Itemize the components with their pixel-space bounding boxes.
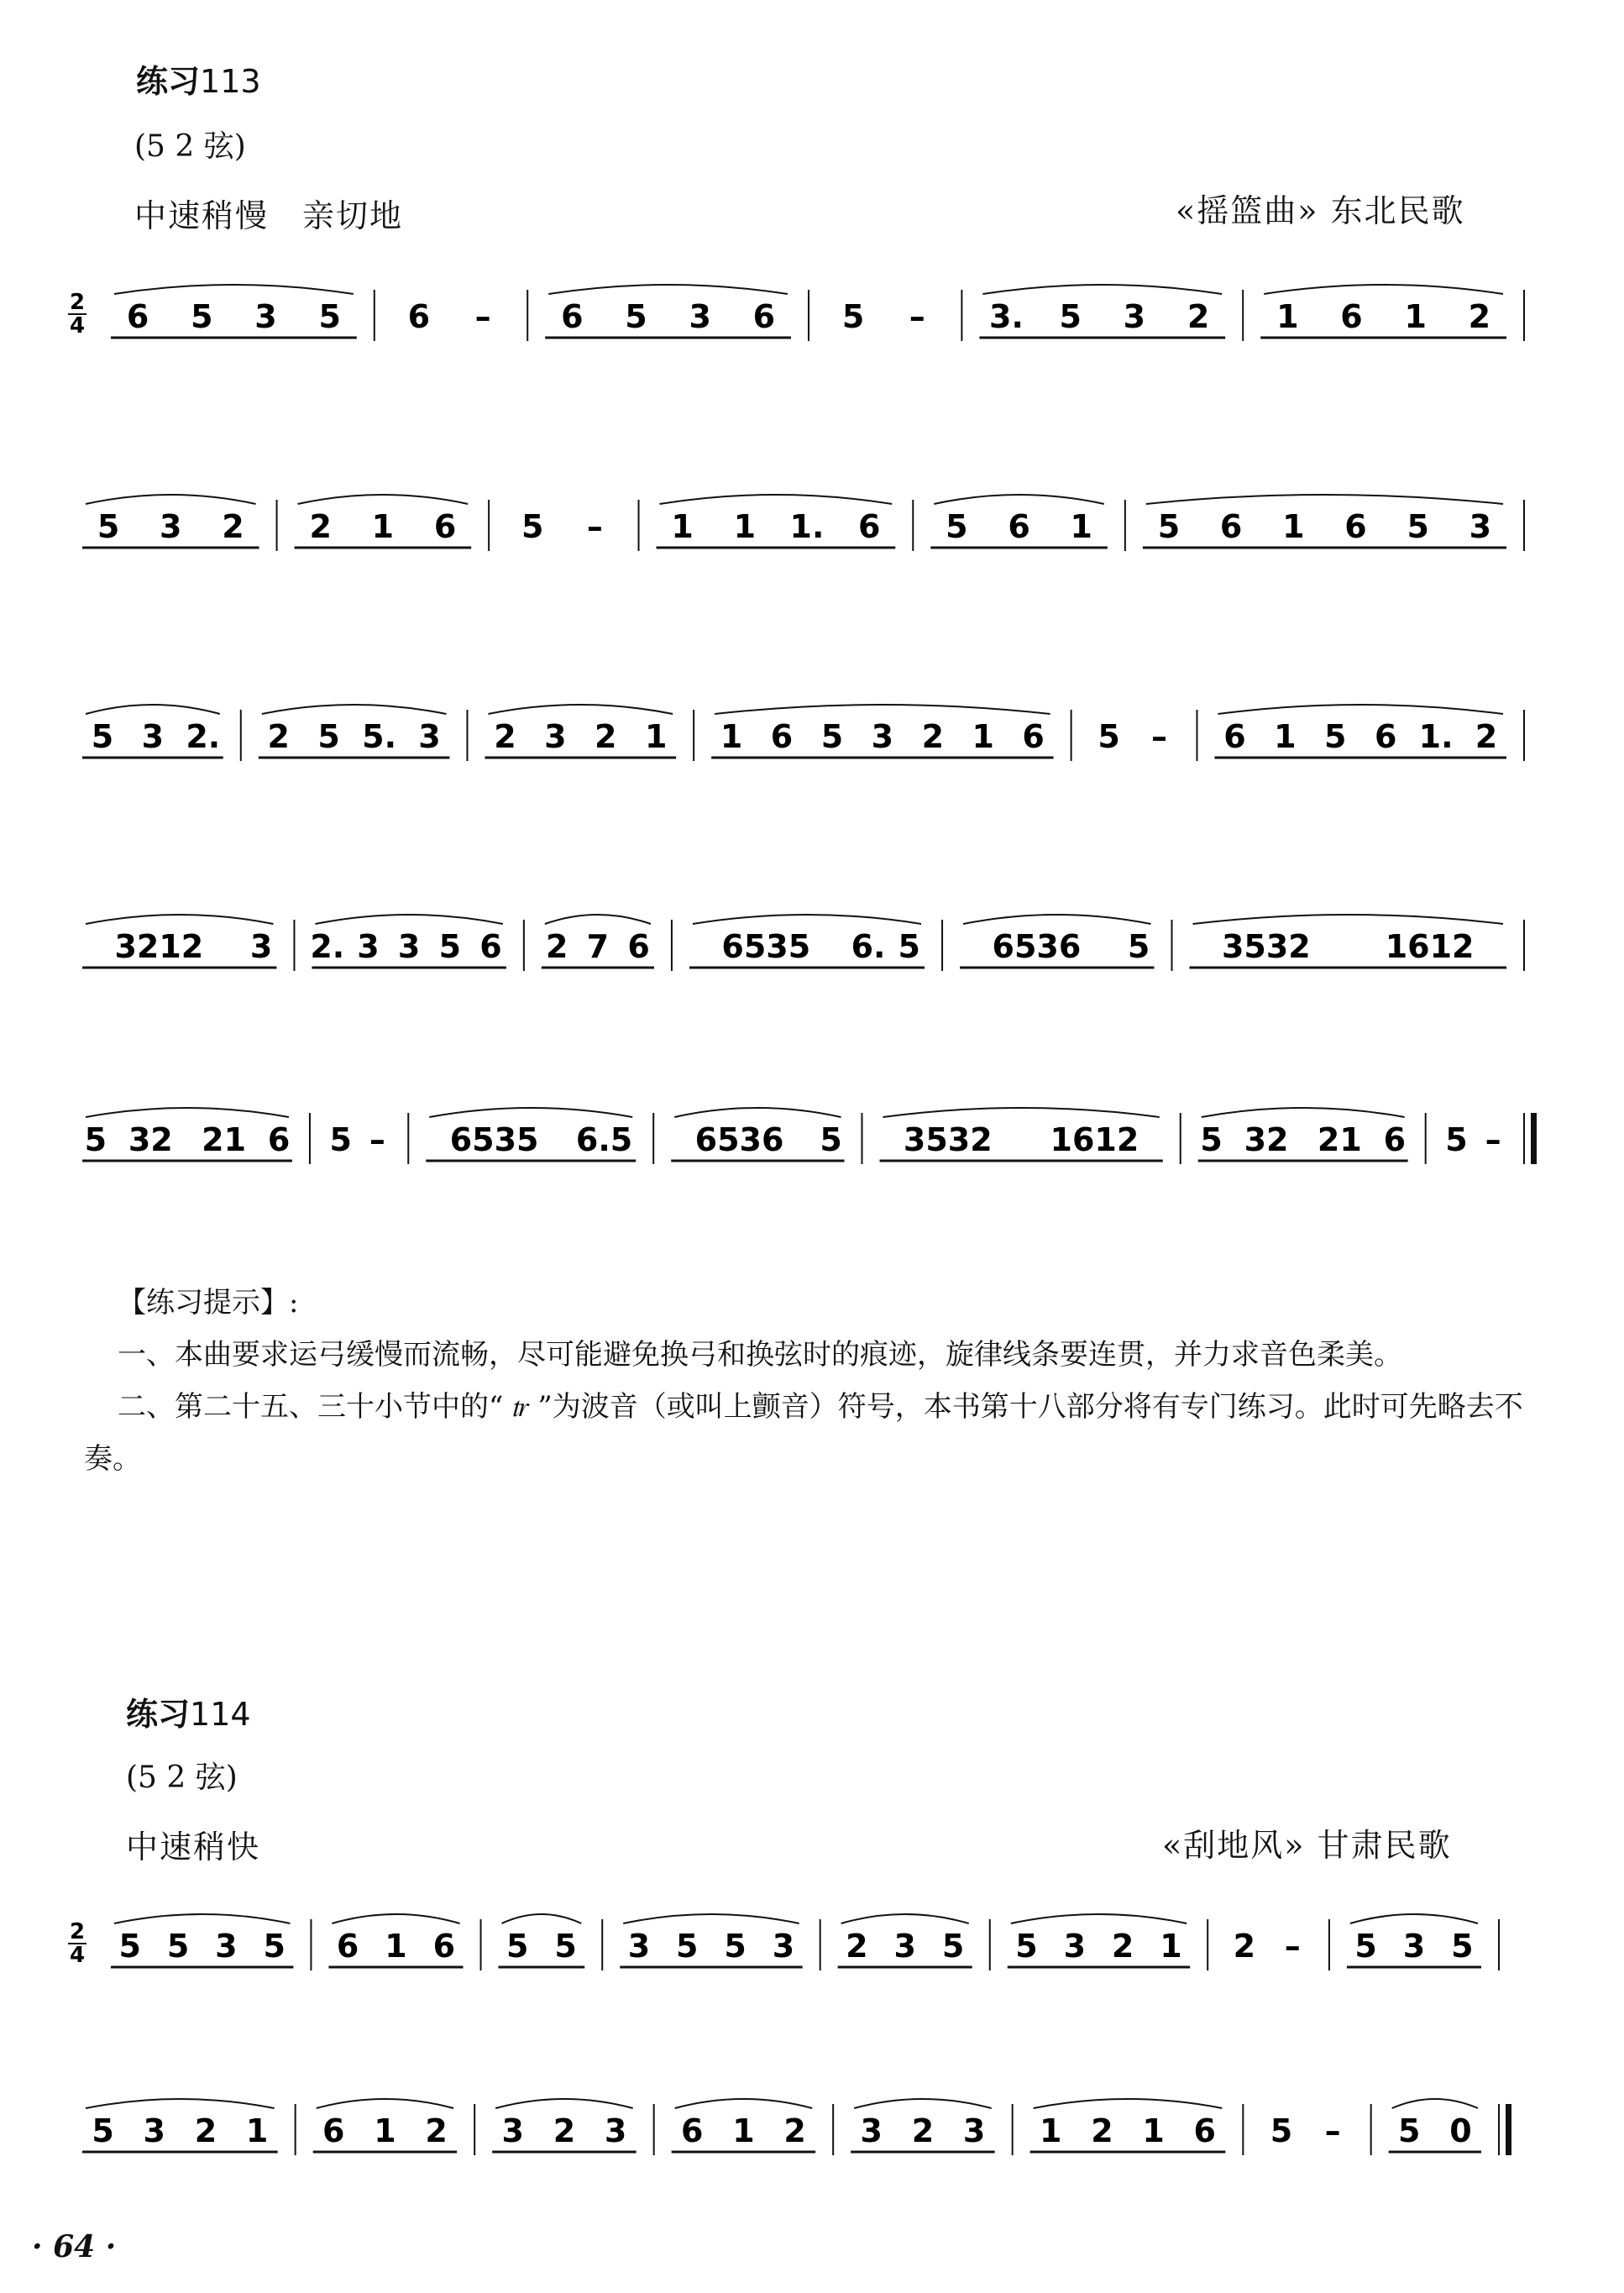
slur (715, 705, 1050, 714)
note: 2 (494, 718, 516, 755)
note: 5 (1127, 928, 1150, 965)
staff-line-113-4 (0, 874, 1624, 1016)
slur (883, 1108, 1159, 1117)
exercise-114-tempo: 中速稍快 (126, 1829, 261, 1865)
note: 5 (1059, 298, 1082, 335)
note: 6 (561, 298, 584, 335)
note: 6 (1340, 298, 1363, 335)
note: 6 (1383, 1121, 1407, 1158)
note: 5 (166, 1928, 190, 1965)
note: 6 (126, 298, 149, 335)
note: 2 (267, 718, 290, 755)
slur (262, 705, 447, 714)
note: 1 (644, 718, 668, 755)
note: 3 (893, 1928, 916, 1965)
tips-paragraph-2 (84, 1381, 1562, 1485)
note: 1 (374, 2112, 396, 2149)
dash-hold: – (1485, 1121, 1501, 1158)
note: 2 (425, 2112, 448, 2149)
note: 6 (1223, 718, 1246, 755)
note: 5 (317, 718, 340, 755)
note: 3 (397, 928, 421, 965)
note: 5 (676, 1928, 699, 1965)
slur (429, 1108, 632, 1117)
note: 1 (1276, 298, 1299, 335)
staff-line-114-1 (0, 1873, 1624, 2016)
note: 6.5 (575, 1121, 633, 1158)
note: 2 (1475, 718, 1498, 755)
note: 5 (554, 1928, 577, 1965)
note: 3 (604, 2112, 627, 2149)
note: 6 (857, 508, 881, 545)
note: 1 (1040, 2112, 1062, 2149)
slur (86, 915, 273, 924)
note: 5 (1451, 1928, 1474, 1965)
slur (854, 2099, 991, 2108)
note: 2 (1187, 298, 1210, 335)
slur (1202, 1108, 1405, 1117)
note: 3 (689, 298, 711, 335)
dash-hold: – (586, 508, 603, 545)
note: 3532 (1221, 928, 1311, 965)
note: 7 (586, 928, 610, 965)
note: 2 (309, 508, 332, 545)
exercise-113-title (136, 55, 261, 102)
note: 1 (732, 2112, 755, 2149)
note: 1 (371, 508, 395, 545)
slur (675, 2099, 813, 2108)
note: 3 (544, 718, 567, 755)
note: 2 (1468, 298, 1491, 335)
note: 21 (1317, 1121, 1362, 1158)
note: 3 (501, 2112, 524, 2149)
note: 6536 (992, 928, 1082, 965)
time-signature-bottom: 4 (69, 1943, 86, 1968)
note: 3212 (114, 928, 204, 965)
slur (982, 285, 1222, 294)
note: 5 (263, 1928, 286, 1965)
note: 5 (946, 508, 968, 545)
final-barline (1531, 1113, 1537, 1164)
note: 3 (215, 1928, 238, 1965)
note: 3 (871, 718, 894, 755)
note: 6535 (449, 1121, 539, 1158)
note: 6 (1344, 508, 1367, 545)
page-number: · 64 · (32, 2229, 117, 2264)
note: 6 (479, 928, 502, 965)
slur (317, 2099, 454, 2108)
note: 3 (418, 718, 441, 755)
note: 2 (545, 928, 568, 965)
note: 5 (1270, 2112, 1293, 2149)
note: 6 (1008, 508, 1030, 545)
staff-line-113-1 (0, 244, 1624, 386)
slur (660, 495, 893, 504)
final-barline (1506, 2104, 1511, 2155)
note: 32 (1244, 1121, 1289, 1158)
note: 5 (1015, 1928, 1038, 1965)
note: 2 (1111, 1928, 1134, 1965)
mordent-symbol: “ 𝆖 ” (489, 1390, 553, 1424)
note: 2 (1091, 2112, 1113, 2149)
note: 5 (941, 1928, 965, 1965)
note: 3 (141, 718, 165, 755)
tips-p2-before: 二、第二十五、三十小节中的 (118, 1390, 489, 1424)
slur (1034, 2099, 1223, 2108)
note: 3 (160, 508, 182, 545)
note: 3. (989, 298, 1024, 335)
note: 1 (1274, 718, 1297, 755)
exercise-114-source: «刮地风» 甘肃民歌 (1162, 1827, 1452, 1864)
note: 6. (851, 928, 886, 965)
note: 6 (322, 2112, 345, 2149)
exercise-title-label: 练习 (126, 1696, 191, 1733)
note: 6 (1193, 2112, 1216, 2149)
note: 5 (84, 1121, 107, 1158)
note: 6 (433, 508, 457, 545)
note: 5 (329, 1121, 352, 1158)
note: 3 (1063, 1928, 1087, 1965)
note: 6 (1022, 718, 1045, 755)
note: 5 (1157, 508, 1181, 545)
note: 6536 (694, 1121, 784, 1158)
slur (1218, 705, 1503, 714)
time-signature-top: 2 (69, 290, 86, 315)
note: 2 (911, 2112, 935, 2149)
note: 1 (671, 508, 694, 545)
note: 5 (506, 1928, 529, 1965)
practice-tips (84, 1277, 1562, 1485)
dash-hold: – (369, 1121, 385, 1158)
slur (548, 285, 788, 294)
note: 3 (1123, 298, 1146, 335)
slur (1350, 1914, 1478, 1923)
slur (114, 1914, 290, 1923)
slur (86, 705, 220, 714)
tips-p2-after: 为波音（或叫上颤音）符号，本书第十八部分将有专门练习。此时可先略去不奏。 (84, 1390, 1523, 1476)
note: 0 (1449, 2112, 1472, 2149)
note: 1 (1142, 2112, 1165, 2149)
tips-heading: 【练习提示】: (118, 1286, 299, 1320)
slur (674, 1108, 841, 1117)
note: 2 (1233, 1928, 1256, 1965)
note: 5 (191, 298, 213, 335)
slur (1011, 1914, 1187, 1923)
slur (1392, 2099, 1478, 2108)
time-signature-bottom: 4 (69, 313, 86, 338)
note: 6 (267, 1121, 291, 1158)
note: 5 (1200, 1121, 1223, 1158)
note: 21 (202, 1121, 247, 1158)
slur (86, 1108, 289, 1117)
note: 2 (194, 2112, 217, 2149)
note: 32 (128, 1121, 173, 1158)
dash-hold: – (1284, 1928, 1301, 1965)
note: 5 (625, 298, 647, 335)
note: 1 (245, 2112, 269, 2149)
note: 1 (972, 718, 994, 755)
note: 5 (1445, 1121, 1468, 1158)
note: 1612 (1385, 928, 1475, 965)
note: 5. (362, 718, 397, 755)
exercise-113-tempo: 中速稍慢 亲切地 (134, 197, 404, 234)
note: 3 (772, 1928, 795, 1965)
note: 5 (1407, 508, 1429, 545)
note: 1 (1070, 508, 1092, 545)
slur (86, 495, 256, 504)
note: 3 (627, 1928, 651, 1965)
note: 5 (1354, 1928, 1377, 1965)
note: 1 (733, 508, 757, 545)
dash-hold: – (1324, 2112, 1341, 2149)
note: 5 (318, 298, 341, 335)
exercise-title-number: 114 (190, 1696, 251, 1733)
slur (86, 2099, 275, 2108)
slur (502, 1914, 582, 1923)
note: 1. (1418, 718, 1454, 755)
dash-hold: – (1151, 718, 1167, 755)
note: 6 (336, 1928, 359, 1965)
staff-line-114-2 (0, 2058, 1624, 2201)
slur (963, 915, 1150, 924)
note: 2 (846, 1928, 868, 1965)
note: 1. (789, 508, 825, 545)
note: 1 (1282, 508, 1305, 545)
slur (1264, 285, 1503, 294)
note: 5 (438, 928, 462, 965)
exercise-113-strings: (5 2 弦) (134, 129, 246, 164)
note: 6 (1219, 508, 1243, 545)
note: 5 (118, 1928, 141, 1965)
note: 1 (720, 718, 743, 755)
note: 3 (249, 928, 273, 965)
note: 2 (553, 2112, 576, 2149)
note: 3 (143, 2112, 165, 2149)
note: 2 (921, 718, 945, 755)
note: 1612 (1050, 1121, 1139, 1158)
note: 2. (186, 718, 221, 755)
slur (545, 915, 651, 924)
slur (693, 915, 921, 924)
slur (495, 2099, 633, 2108)
note: 5 (820, 1121, 842, 1158)
note: 2. (310, 928, 345, 965)
note: 3 (1402, 1928, 1426, 1965)
note: 6 (752, 298, 776, 335)
slur (934, 495, 1104, 504)
slur (114, 285, 354, 294)
note: 5 (97, 508, 120, 545)
note: 1 (1160, 1928, 1182, 1965)
note: 2 (222, 508, 244, 545)
exercise-title-number: 113 (200, 63, 261, 100)
note: 5 (1098, 718, 1120, 755)
note: 5 (521, 508, 544, 545)
note: 1 (1404, 298, 1427, 335)
exercise-114-title (126, 1688, 251, 1734)
note: 5 (898, 928, 920, 965)
slur (623, 1914, 799, 1923)
slur (298, 495, 469, 504)
note: 2 (783, 2112, 806, 2149)
note: 5 (92, 2112, 114, 2149)
note: 3 (254, 298, 277, 335)
slur (1146, 495, 1503, 504)
note: 6 (681, 2112, 704, 2149)
time-signature-top: 2 (69, 1919, 86, 1944)
note: 5 (91, 718, 114, 755)
staff-line-113-2 (0, 454, 1624, 596)
note: 5 (1398, 2112, 1421, 2149)
note: 6535 (721, 928, 811, 965)
note: 5 (841, 298, 865, 335)
slur (841, 1914, 969, 1923)
note: 6 (770, 718, 794, 755)
note: 1 (385, 1928, 407, 1965)
note: 3 (357, 928, 380, 965)
note: 3 (962, 2112, 986, 2149)
note: 6 (1374, 718, 1397, 755)
slur (315, 915, 502, 924)
note: 2 (595, 718, 617, 755)
slur (488, 705, 673, 714)
note: 3 (860, 2112, 883, 2149)
dash-hold: – (909, 298, 925, 335)
staff-line-113-5 (0, 1067, 1624, 1209)
note: 6 (627, 928, 650, 965)
note: 6 (432, 1928, 456, 1965)
note: 5 (724, 1928, 747, 1965)
exercise-113-source: «摇篮曲» 东北民歌 (1176, 192, 1465, 229)
note: 5 (1324, 718, 1347, 755)
slur (1193, 915, 1504, 924)
exercise-114-strings: (5 2 弦) (126, 1760, 238, 1795)
note: 3 (1469, 508, 1492, 545)
note: 3532 (903, 1121, 993, 1158)
slur (332, 1914, 459, 1923)
exercise-title-label: 练习 (136, 63, 201, 100)
staff-line-113-3 (0, 664, 1624, 806)
tips-paragraph-1: 一、本曲要求运弓缓慢而流畅，尽可能避免换弓和换弦时的痕迹，旋律线条要连贯，并力求音色柔美。 (118, 1338, 1402, 1372)
note: 6 (407, 298, 431, 335)
note: 5 (820, 718, 844, 755)
dash-hold: – (474, 298, 491, 335)
